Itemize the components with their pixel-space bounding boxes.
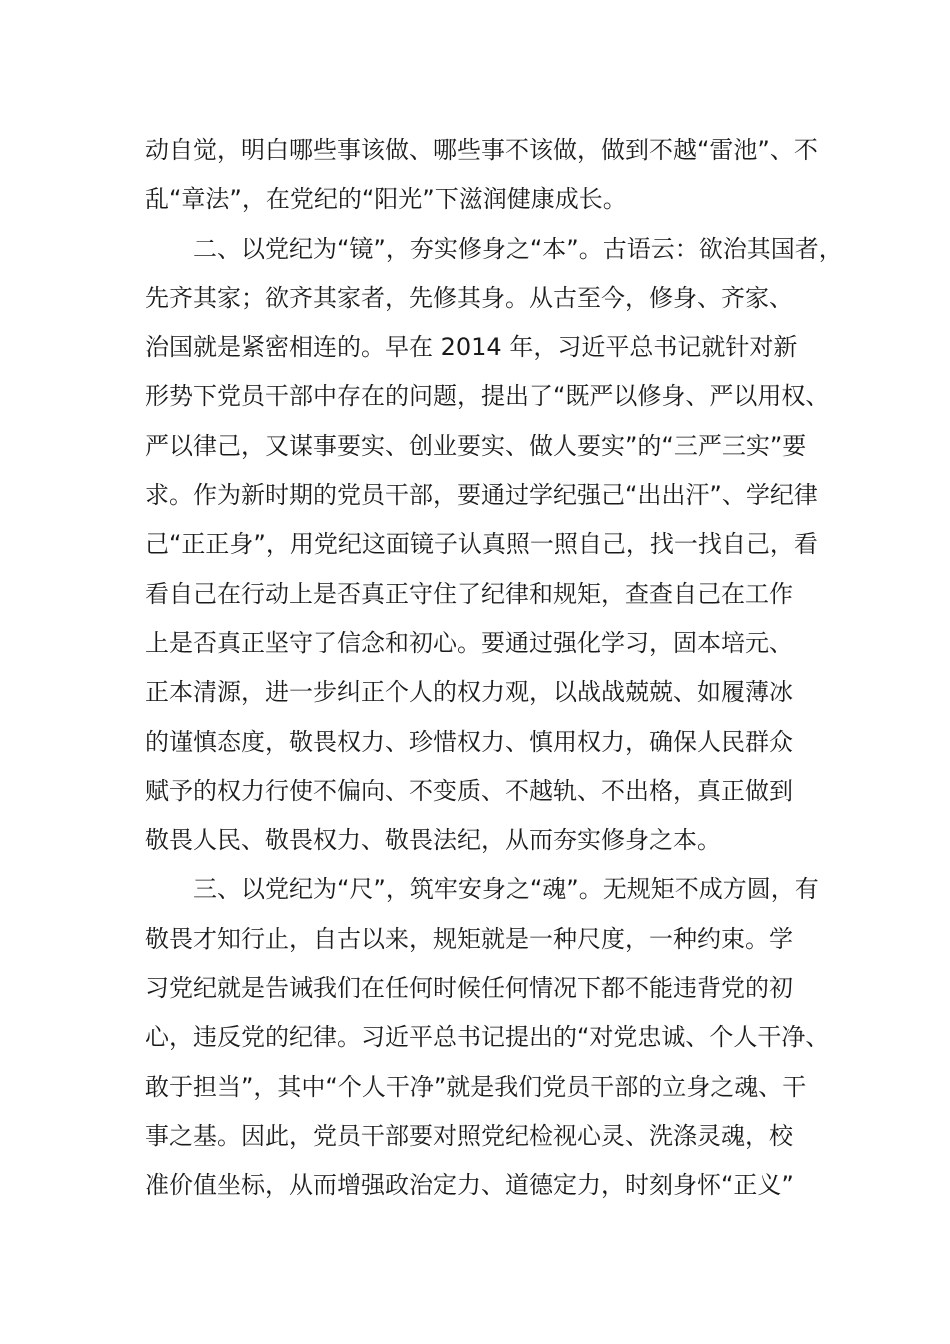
- text-line: 先齐其家；欲齐其家者，先修其身。从古至今，修身、齐家、: [145, 283, 793, 312]
- text-line: 严以律己，又谋事要实、创业要实、做人要实”的“三严三实”要: [145, 431, 807, 460]
- document-body: [145, 126, 843, 1211]
- section-heading-line: 三、以党纪为“尺”，筑牢安身之“魂”。无规矩不成方圆，有: [193, 875, 819, 904]
- text-line: 看自己在行动上是否真正守住了纪律和规矩，查查自己在工作: [145, 579, 793, 608]
- text-line: 己“正正身”，用党纪这面镜子认真照一照自己，找一找自己，看: [145, 530, 818, 559]
- text-line: 的谨慎态度，敬畏权力、珍惜权力、慎用权力，确保人民群众: [145, 727, 793, 756]
- text-line: 敬畏人民、敬畏权力、敬畏法纪，从而夯实修身之本。: [145, 826, 721, 855]
- text-line: 形势下党员干部中存在的问题，提出了“既严以修身、严以用权、: [145, 382, 830, 411]
- text-line: 求。作为新时期的党员干部，要通过学纪强己“出出汗”、学纪律: [145, 481, 818, 510]
- section-heading-line: 二、以党纪为“镜”，夯实修身之“本”。古语云：欲治其国者，: [193, 234, 843, 263]
- text-line: 事之基。因此，党员干部要对照党纪检视心灵、洗涤灵魂，校: [145, 1121, 793, 1150]
- text-line: 心，违反党的纪律。习近平总书记提出的“对党忠诚、个人干净、: [145, 1023, 830, 1052]
- text-line: 敢于担当”，其中“个人干净”就是我们党员干部的立身之魂、干: [145, 1072, 807, 1101]
- text-line: 动自觉，明白哪些事该做、哪些事不该做，做到不越“雷池”、不: [145, 136, 818, 164]
- text-line: 习党纪就是告诫我们在任何时候任何情况下都不能违背党的初: [145, 974, 793, 1003]
- text-line: 治国就是紧密相连的。早在 2014 年，习近平总书记就针对新: [145, 333, 798, 362]
- text-line: 敬畏才知行止，自古以来，规矩就是一种尺度，一种约束。学: [145, 924, 793, 953]
- text-line: 上是否真正坚守了信念和初心。要通过强化学习，固本培元、: [145, 628, 793, 657]
- text-line: 正本清源，进一步纠正个人的权力观，以战战兢兢、如履薄冰: [145, 678, 793, 707]
- text-line: 乱“章法”，在党纪的“阳光”下滋润健康成长。: [145, 185, 627, 214]
- text-line: 准价值坐标，从而增强政治定力、道德定力，时刻身怀“正义”: [145, 1171, 794, 1200]
- text-line: 赋予的权力行使不偏向、不变质、不越轨、不出格，真正做到: [145, 776, 793, 805]
